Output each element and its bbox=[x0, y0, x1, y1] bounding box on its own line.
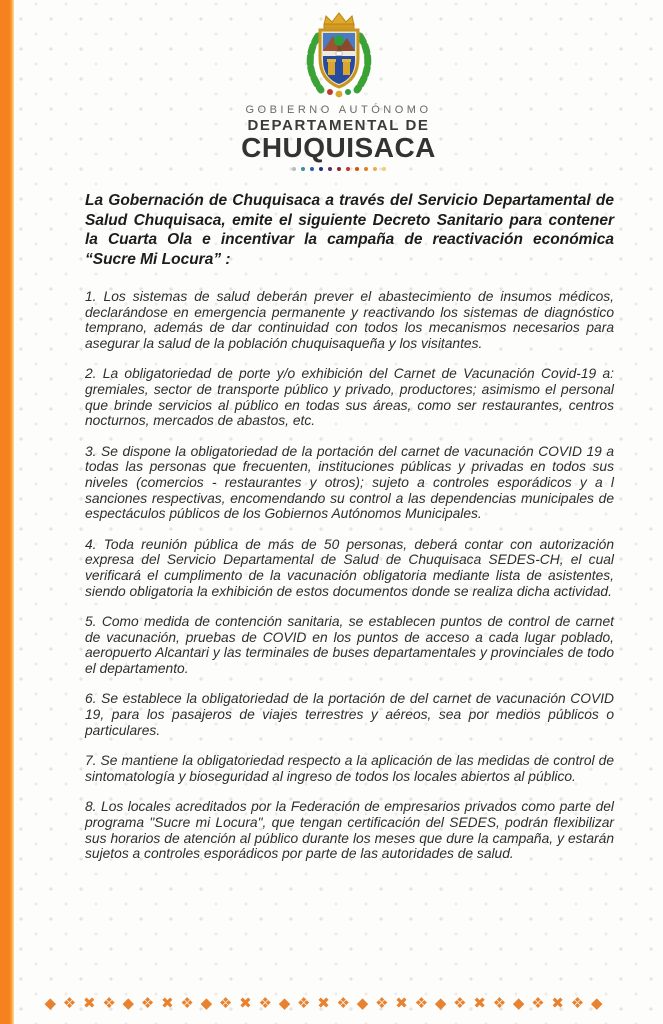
flag-dot bbox=[337, 167, 341, 171]
org-name-line2: DEPARTAMENTAL DE bbox=[247, 117, 430, 134]
flag-dot bbox=[301, 167, 305, 171]
decree-paragraph-1: 1. Los sistemas de salud deberán prever el abastecimiento de insumos médicos, declarándose en emergencia permanente y reactivando los sistemas de diagnóstico temprano, además de dar continuidad con todos los mecanismos necesarios para asegurar la salud de la población chuquisaqueña y los visitantes. bbox=[85, 289, 614, 351]
flag-dots bbox=[14, 167, 663, 171]
flag-dot bbox=[373, 167, 377, 171]
flag-dot bbox=[319, 167, 323, 171]
left-accent-band bbox=[0, 0, 14, 1024]
decree-paragraph-5: 5. Como medida de contención sanitaria, se establecen puntos de control de carnet de vacunación, pruebas de COVID en los puntos de acceso a cada lugar poblado, aeropuerto Alcantari y las terminales de buses departamentales y provinciales de todo el departamento. bbox=[85, 614, 614, 676]
org-name-line3: CHUQUISACA bbox=[241, 132, 436, 163]
org-name-line1: GOBIERNO AUTÓNOMO bbox=[245, 104, 432, 116]
flag-dot bbox=[292, 167, 296, 171]
flag-dot bbox=[346, 167, 350, 171]
chuquisaca-coat-of-arms-icon bbox=[289, 8, 389, 102]
decree-paragraph-3: 3. Se dispone la obligatoriedad de la portación del carnet de vacunación COVID 19 a todas las personas que frecuenten, instituciones públicas y privadas en todos sus niveles (comercios - restaurantes y otros); sujeto a controles esporádicos y a l sanciones respectivas, encomendando su control a las dependencias municipales de espectáculos públicos de los Gobiernos Autónomos Municipales. bbox=[85, 443, 614, 522]
page-body bbox=[14, 0, 663, 1024]
decree-paragraph-8: 8. Los locales acreditados por la Federación de empresarios privados como parte del programa "Sucre mi Locura", que tengan certificación del SEDES, podrán flexibilizar sus horarios de atención al público durante los meses que dure la campaña, y estarán sujetos a controles esporádicos por parte de las autoridades de salud. bbox=[85, 799, 614, 862]
flag-dot bbox=[382, 167, 386, 171]
flag-dot bbox=[328, 167, 332, 171]
decree-paragraph-4: 4. Toda reunión pública de más de 50 personas, deberá contar con autorización expresa del Servicio Departamental de Salud de Chuquisaca SEDES-CH, el cual verificará el cumplimento de la vacunación obligatoria mediante lista de asistentes, siendo obligatoria la exhibición de estos documentos donde se realiza dicha actividad. bbox=[85, 536, 614, 599]
flag-dot bbox=[310, 167, 314, 171]
header bbox=[14, 0, 663, 171]
decree-paragraph-2: 2. La obligatoriedad de porte y/o exhibición del Carnet de Vacunación Covid-19 a: gremiales, sector de transporte público y privado, productores; asimismo el personal que brinde servicios al público en todas sus áreas, como ser restaurantes, centros nocturnos, mercados de abastos, etc. bbox=[85, 366, 614, 429]
decree-text bbox=[85, 191, 614, 862]
decree-paragraph-7: 7. Se mantiene la obligatoriedad respecto a la aplicación de las medidas de control de sintomatología y bioseguridad al ingreso de todos los locales abiertos al público. bbox=[85, 753, 614, 784]
decree-paragraph-6: 6. Se establece la obligatoriedad de la portación de del carnet de vacunación COVID 19, para los pasajeros de viajes terrestres y aéreos, sea por medios públicos o particulares. bbox=[85, 691, 614, 738]
flag-dot bbox=[364, 167, 368, 171]
flag-dot bbox=[355, 167, 359, 171]
andean-textile-border-icon: ◆ ❖ ✖ ❖ ◆ ❖ ✖ ❖ ◆ ❖ ✖ ❖ ◆ ❖ ✖ ❖ ◆ ❖ ✖ ❖ ◆ ❖ ✖ ❖ ◆ ❖ ✖ ❖ ◆ bbox=[44, 994, 604, 1012]
decree-intro: La Gobernación de Chuquisaca a través del Servicio Departamental de Salud Chuquisaca, emite el siguiente Decreto Sanitario para contener la Cuarta Ola e incentivar la campaña de reactivación económica “Sucre Mi Locura” : bbox=[85, 192, 614, 268]
